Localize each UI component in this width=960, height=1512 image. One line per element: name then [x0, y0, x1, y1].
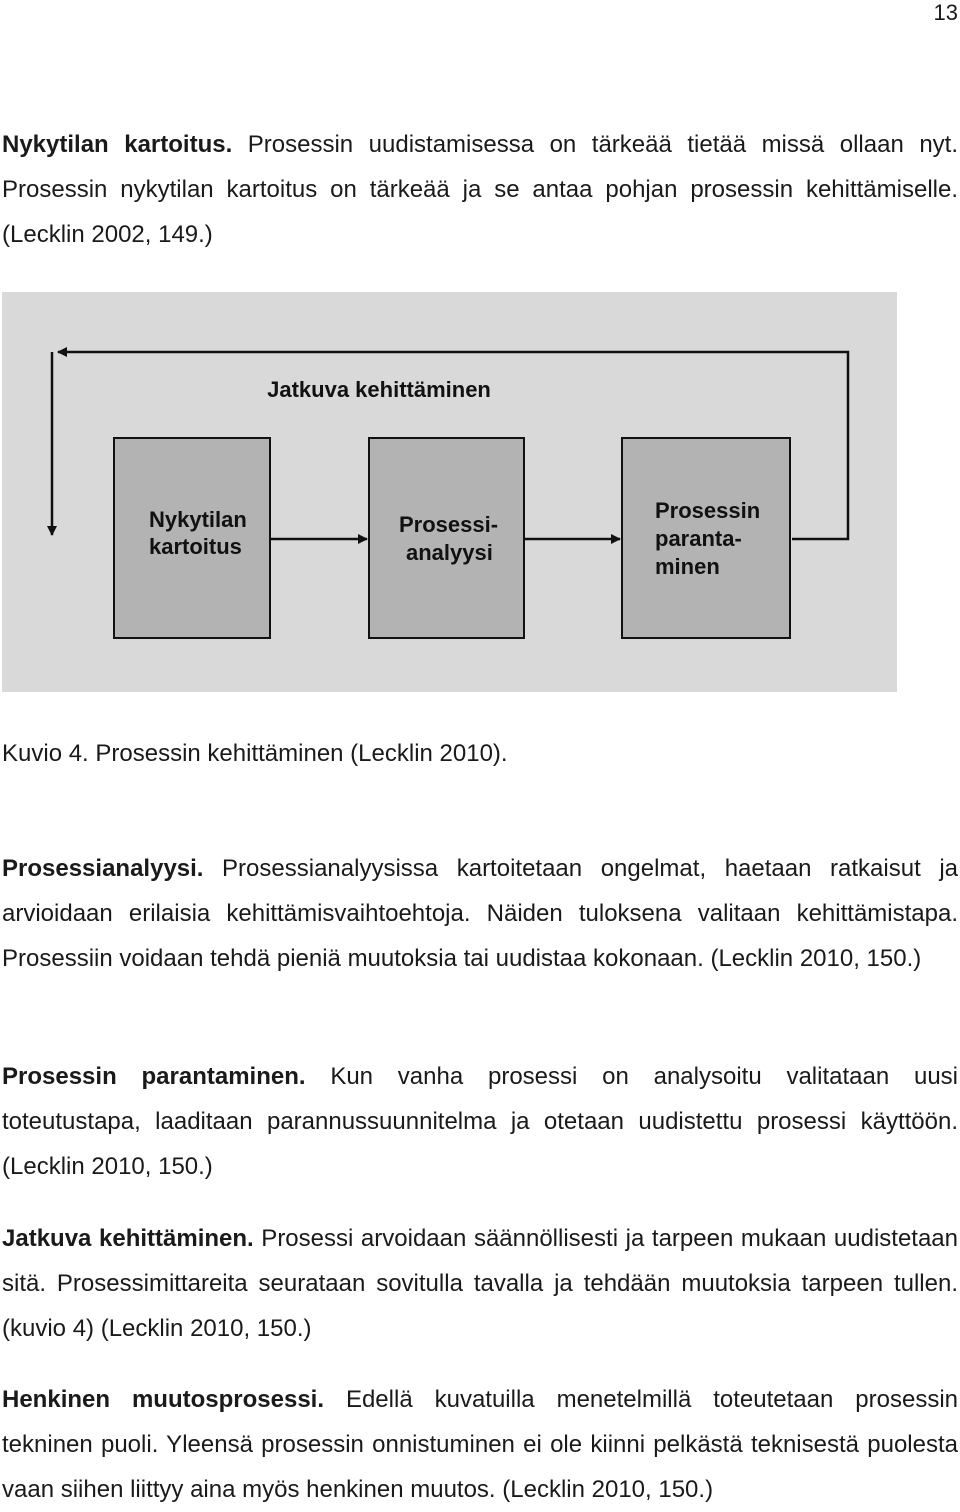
page-number: 13 [933, 0, 958, 25]
paragraph-text: Prosessin uudistamisessa on tärkeää tietää missä ollaan nyt. Prosessin nykytilan kartoitus on tärkeää ja se antaa pohjan prosessin kehittämiselle. (Lecklin 2002, 149.) [2, 131, 958, 248]
paragraph-heading: Prosessin parantaminen. [2, 1063, 306, 1090]
paragraph-text: Prosessi arvoidaan säännöllisesti ja tarpeen mukaan uudistetaan sitä. Prosessimittareita seurataan sovitulla tavalla ja tehdään muutoksia tarpeen tullen. (kuvio 4) (Lecklin 2010, 150.) [2, 1225, 958, 1342]
loop-label: Jatkuva kehittäminen [267, 377, 491, 402]
paragraph-prosessin-parantaminen [2, 1054, 958, 1189]
process-diagram [2, 292, 897, 692]
box-label-line: kartoitus [149, 534, 242, 559]
paragraph-heading: Henkinen muutosprosessi. [2, 1386, 325, 1413]
paragraph-nykytilan-kartoitus [2, 122, 958, 257]
box-label-line: Nykytilan [149, 507, 247, 532]
process-development-figure [2, 292, 897, 692]
box-prosessianalyysi [369, 438, 524, 638]
paragraph-text: Kun vanha prosessi on analysoitu valitataan uusi toteutustapa, laaditaan parannussuunnitelma ja otetaan uudistettu prosessi käyttöön. (Lecklin 2010, 150.) [2, 1063, 958, 1180]
paragraph-heading: Prosessianalyysi. [2, 855, 204, 882]
paragraph-prosessianalyysi [2, 846, 958, 981]
box-label-line: minen [655, 554, 720, 579]
box-label-line: paranta- [655, 526, 742, 551]
box-label-line: analyysi [406, 540, 493, 565]
paragraph-text: Edellä kuvatuilla menetelmillä toteutetaan prosessin tekninen puoli. Yleensä prosessin onnistuminen ei ole kiinni pelkästä teknisestä puolesta vaan siihen liittyy aina myös henkinen muutos. (Lecklin 2010, 150.) [2, 1386, 958, 1503]
paragraph-text: Prosessianalyysissa kartoitetaan ongelmat, haetaan ratkaisut ja arvioidaan erilaisia kehittämisvaihtoehtoja. Näiden tuloksena valitaan kehittämistapa. Prosessiin voidaan tehdä pieniä muutoksia tai uudistaa kokonaan. (Lecklin 2010, 150.) [2, 855, 958, 972]
paragraph-heading: Jatkuva kehittäminen. [2, 1225, 254, 1252]
paragraph-henkinen-muutosprosessi [2, 1377, 958, 1512]
figure-caption: Kuvio 4. Prosessin kehittäminen (Lecklin 2010). [2, 740, 508, 767]
box-label-line: Prosessin [655, 498, 761, 523]
paragraph-jatkuva-kehittaminen [2, 1216, 958, 1351]
paragraph-heading: Nykytilan kartoitus. [2, 131, 233, 158]
box-label-line: Prosessi- [399, 512, 499, 537]
